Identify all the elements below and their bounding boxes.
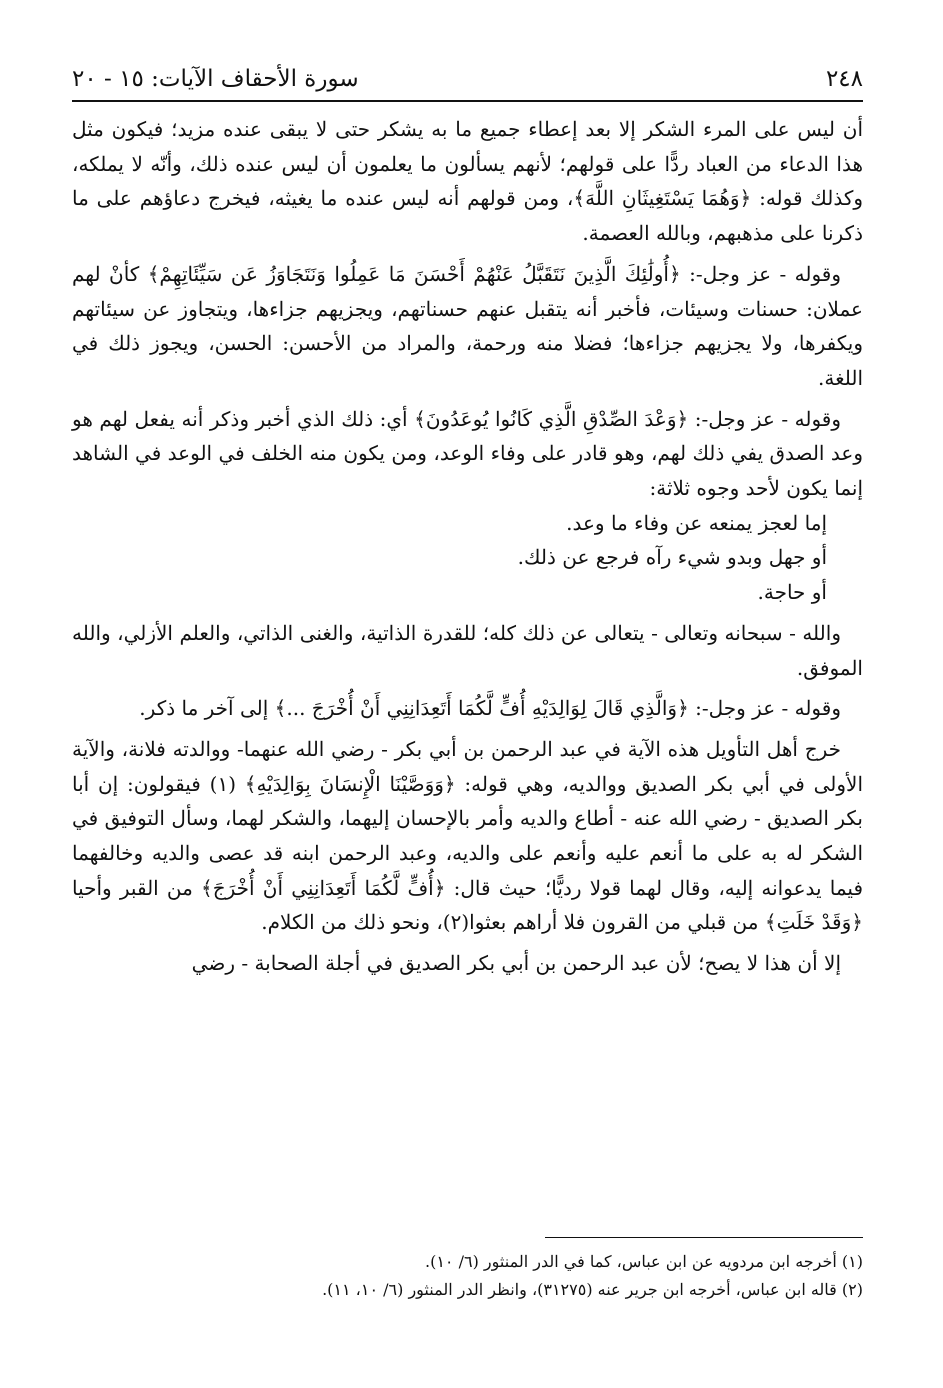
footnote-1: (١) أخرجه ابن مردويه عن ابن عباس، كما في الدر المنثور (٦/ ١٠). <box>425 1252 863 1271</box>
header-rule <box>72 100 863 102</box>
page-header <box>72 52 863 92</box>
paragraph-1: أن ليس على المرء الشكر إلا بعد إعطاء جميع ما به يشكر حتى لا يبقى عنده مزيد؛ فيكون مثل هذا الدعاء من العباد ردًّا على قولهم؛ لأنهم يسألون ما يعلمون أن ليس عنده ذلك، وأنّه لا يملكه، وكذلك قوله: ﴿وَهُمَا يَسْتَغِيثَانِ اللَّهَ﴾، ومن قولهم أنه ليس عنده ما يغيثه، فيخرج دعاؤهم على ما ذكرنا على مذهبهم، وبالله العصمة. <box>72 117 863 246</box>
list-item-2: أو جهل وبدو شيء رآه فرجع عن ذلك. <box>517 545 827 570</box>
paragraph-2: وقوله - عز وجل-: ﴿أُولَٰئِكَ الَّذِينَ نَتَقَبَّلُ عَنْهُمْ أَحْسَنَ مَا عَمِلُوا وَنَتَجَاوَزُ عَن سَيِّئَاتِهِمْ﴾ كأنْ لهم عملان: حسنات وسيئات، فأخبر أنه يتقبل عنهم حسناتهم، ويجزيهم جزاءها، ويتجاوز عن سيئاتهم ويكفرها، ولا يجزيهم جزاءها؛ فضلا منه ورحمة، والمراد من الأحسن: الحسن، ويجوز ذلك في اللغة. <box>72 261 863 390</box>
running-title: سورة الأحقاف الآيات: ١٥ - ٢٠ <box>72 66 359 92</box>
paragraph-6: خرج أهل التأويل هذه الآية في عبد الرحمن بن أبي بكر - رضي الله عنهما- ووالدته فلانة، والآية الأولى في أبي بكر الصديق ووالديه، وهي قوله: ﴿وَوَصَّيْنَا الْإِنسَانَ بِوَالِدَيْهِ﴾ (١) فيقولون: إن أبا بكر الصديق - رضي الله عنه - أطاع والديه وأمر بالإحسان إليهما، والشكر لهما، وسأل التوفيق في الشكر له به على ما أنعم عليه وأنعم على والديه، وعبد الرحمن ابنه قد عصى والديه وخالفهما فيما يدعوانه إليه، وقال لهما قولا رديًّا؛ حيث قال: ﴿أُفٍّ لَّكُمَا أَتَعِدَانِنِي أَنْ أُخْرَجَ﴾ من القبر وأحيا ﴿وَقَدْ خَلَتِ﴾ من قبلي من القرون فلا أراهم بعثوا(٢)، ونحو ذلك من الكلام. <box>72 736 864 935</box>
list-item-1: إما لعجز يمنعه عن وفاء ما وعد. <box>566 510 827 535</box>
paragraph-5: وقوله - عز وجل-: ﴿وَالَّذِي قَالَ لِوَالِدَيْهِ أُفٍّ لَّكُمَا أَتَعِدَانِنِي أَنْ أُخْرَجَ ...﴾ إلى آخر ما ذكر. <box>139 696 841 721</box>
footnote-rule <box>545 1237 863 1238</box>
paragraph-3: وقوله - عز وجل-: ﴿وَعْدَ الصِّدْقِ الَّذِي كَانُوا يُوعَدُونَ﴾ أي: ذلك الذي أخبر وذكر أنه يفعل لهم هو وعد الصدق يفي ذلك لهم، وهو قادر على وفاء الوعد، ومن يكون منه الخلف في الوعد في الشاهد إنما يكون لأحد وجوه ثلاثة: <box>72 406 863 501</box>
footnotes <box>72 1248 863 1304</box>
main-text <box>72 112 863 981</box>
footnote-2: (٢) قاله ابن عباس، أخرجه ابن جرير عنه (٣١٢٧٥)، وانظر الدر المنثور (٦/ ١٠، ١١). <box>322 1280 863 1299</box>
list-item-3: أو حاجة. <box>757 580 827 605</box>
paragraph-4: والله - سبحانه وتعالى - يتعالى عن ذلك كله؛ للقدرة الذاتية، والغنى الذاتي، والعلم الأزلي، والله الموفق. <box>72 620 863 680</box>
page-number: ٢٤٨ <box>825 66 863 92</box>
paragraph-7: إلا أن هذا لا يصح؛ لأن عبد الرحمن بن أبي بكر الصديق في أجلة الصحابة - رضي <box>191 951 841 976</box>
